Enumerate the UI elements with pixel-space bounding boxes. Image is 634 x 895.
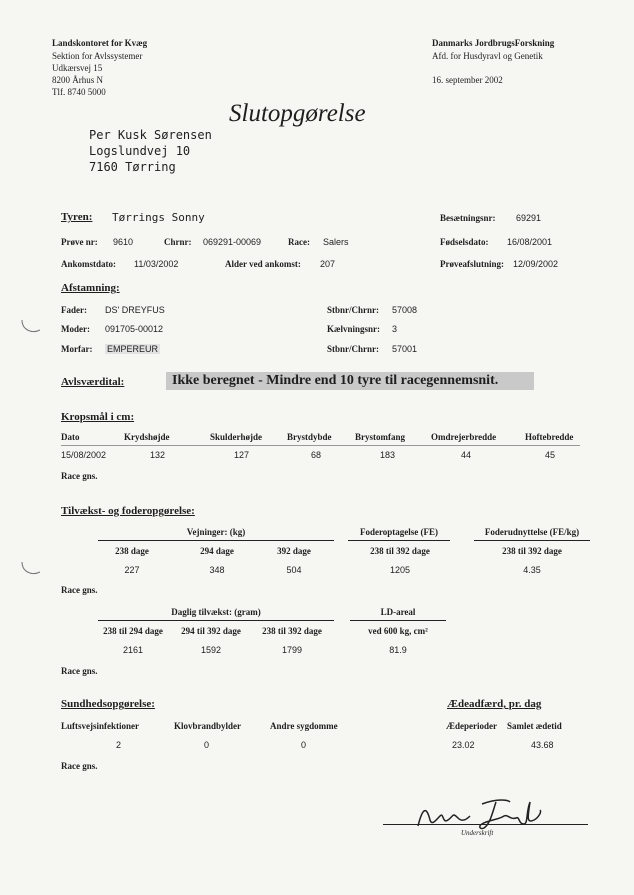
eating-col-time: Samlet ædetid — [507, 721, 562, 731]
val-brystomfang: 183 — [380, 450, 396, 460]
sender-phone: Tlf. 8740 5000 — [52, 87, 106, 97]
birth-label: Fødselsdato: — [440, 237, 489, 247]
sender-section: Sektion for Avlssystemer — [52, 51, 143, 61]
feed-util-label: Foderudnyttelse (FE/kg) — [484, 527, 580, 537]
col-hoftebredde: Hoftebredde — [525, 432, 574, 442]
right-org: Danmarks JordbrugsForskning — [432, 38, 555, 48]
father-label: Fader: — [61, 305, 87, 315]
mother-label: Moder: — [61, 324, 90, 334]
growth-heading: Tilvækst- og foderopgørelse: — [61, 505, 195, 517]
daily-col-3: 238 til 392 dage — [262, 626, 322, 636]
signature-caption: Underskrift — [461, 829, 494, 837]
herd-label: Besætningsnr: — [440, 213, 496, 223]
weigh-val-392: 504 — [286, 565, 302, 575]
weigh-val-238: 227 — [124, 565, 140, 575]
bull-name: Tørrings Sonny — [112, 211, 205, 224]
mgs-id-label: Stbnr/Chrnr: — [327, 344, 380, 354]
eating-col-periods: Ædeperioder — [446, 721, 497, 731]
chr-label: Chrnr: — [164, 237, 192, 247]
feed-intake-val: 1205 — [389, 565, 411, 575]
weighings-label: Vejninger: (kg) — [186, 527, 246, 537]
age-value: 207 — [320, 259, 336, 269]
weigh-col-392: 392 dage — [277, 546, 311, 556]
col-skulderhojde: Skulderhøjde — [210, 432, 263, 442]
eating-val-time: 43.68 — [531, 740, 554, 750]
mgs-id-value: 57001 — [392, 344, 418, 354]
val-omdrejerbredde: 44 — [461, 450, 472, 460]
right-dept: Afd. for Husdyravl og Genetik — [432, 51, 543, 61]
val-brystdybde: 68 — [311, 450, 322, 460]
col-dato: Dato — [61, 432, 80, 442]
health-race-avg: Race gns. — [61, 761, 98, 771]
daily-val-1: 2161 — [122, 645, 144, 655]
recipient-street: Logslundvej 10 — [89, 144, 191, 158]
val-hoftebredde: 45 — [545, 450, 556, 460]
health-val-airway: 2 — [116, 740, 122, 750]
val-dato: 15/08/2002 — [61, 450, 107, 460]
col-brystdybde: Brystdybde — [287, 432, 332, 442]
end-label: Prøveafslutning: — [440, 259, 504, 269]
sender-city: 8200 Århus N — [52, 75, 103, 85]
breeding-note: Ikke beregnet - Mindre end 10 tyre til racegennemsnit. — [166, 372, 534, 390]
page-title: Slutopgørelse — [229, 100, 366, 127]
arrival-value: 11/03/2002 — [134, 259, 179, 269]
father-value: DS' DREYFUS — [105, 305, 165, 315]
mother-value: 091705-00012 — [105, 324, 164, 334]
body-race-avg: Race gns. — [61, 471, 98, 481]
calving-value: 3 — [392, 324, 398, 334]
feed-intake-label: Foderoptagelse (FE) — [359, 527, 439, 537]
col-krydshojde: Krydshøjde — [124, 432, 170, 442]
weigh-col-294: 294 dage — [200, 546, 234, 556]
punch-hole-mark — [18, 316, 44, 336]
growth-race-avg-1: Race gns. — [61, 585, 98, 595]
weigh-val-294: 348 — [209, 565, 225, 575]
health-val-other: 0 — [301, 740, 307, 750]
birth-value: 16/08/2001 — [507, 237, 553, 247]
health-col-other: Andre sygdomme — [270, 721, 338, 731]
recipient-name: Per Kusk Sørensen — [89, 128, 212, 142]
daily-col-2: 294 til 392 dage — [181, 626, 241, 636]
sender-org: Landskontoret for Kvæg — [52, 38, 148, 48]
daily-val-3: 1799 — [281, 645, 303, 655]
body-heading: Kropsmål i cm: — [61, 411, 135, 423]
daily-col-1: 238 til 294 dage — [103, 626, 163, 636]
ld-val: 81.9 — [389, 645, 407, 655]
growth-race-avg-2: Race gns. — [61, 666, 98, 676]
col-brystomfang: Brystomfang — [355, 432, 405, 442]
health-col-airway: Luftsvejsinfektioner — [61, 721, 139, 731]
bull-heading: Tyren: — [61, 211, 93, 223]
age-label: Alder ved ankomst: — [225, 259, 301, 269]
feed-util-val: 4.35 — [523, 565, 541, 575]
col-omdrejerbredde: Omdrejerbredde — [431, 432, 497, 442]
val-skulderhojde: 127 — [234, 450, 250, 460]
chr-value: 069291-00069 — [203, 237, 262, 247]
mgs-label: Morfar: — [61, 344, 93, 354]
father-id-value: 57008 — [392, 305, 418, 315]
herd-value: 69291 — [516, 213, 542, 223]
test-value: 9610 — [113, 237, 134, 247]
sender-street: Udkærsvej 15 — [52, 63, 103, 73]
ld-col: ved 600 kg, cm² — [368, 626, 428, 636]
ld-label: LD-areal — [380, 607, 416, 617]
calving-label: Kælvningsnr: — [327, 324, 381, 334]
report-date: 16. september 2002 — [432, 75, 503, 85]
eating-heading: Ædeadfærd, pr. dag — [447, 698, 542, 710]
punch-hole-mark — [18, 558, 44, 578]
mgs-value: EMPEREUR — [107, 344, 159, 354]
weigh-col-238: 238 dage — [115, 546, 149, 556]
feed-util-col: 238 til 392 dage — [502, 546, 562, 556]
breeding-heading: Avlsværdital: — [61, 376, 125, 388]
pedigree-heading: Afstamning: — [61, 282, 120, 294]
daily-val-2: 1592 — [200, 645, 222, 655]
feed-intake-col: 238 til 392 dage — [370, 546, 430, 556]
test-label: Prøve nr: — [61, 237, 98, 247]
arrival-label: Ankomstdato: — [61, 259, 117, 269]
race-label: Race: — [288, 237, 310, 247]
eating-val-periods: 23.02 — [452, 740, 475, 750]
health-val-hoof: 0 — [204, 740, 210, 750]
health-heading: Sundhedsopgørelse: — [61, 698, 155, 710]
daily-gain-label: Daglig tilvækst: (gram) — [171, 607, 261, 617]
father-id-label: Stbnr/Chrnr: — [327, 305, 380, 315]
end-value: 12/09/2002 — [513, 259, 559, 269]
val-krydshojde: 132 — [150, 450, 166, 460]
health-col-hoof: Klovbrandbylder — [174, 721, 242, 731]
recipient-city: 7160 Tørring — [89, 160, 176, 174]
race-value: Salers — [323, 237, 349, 247]
